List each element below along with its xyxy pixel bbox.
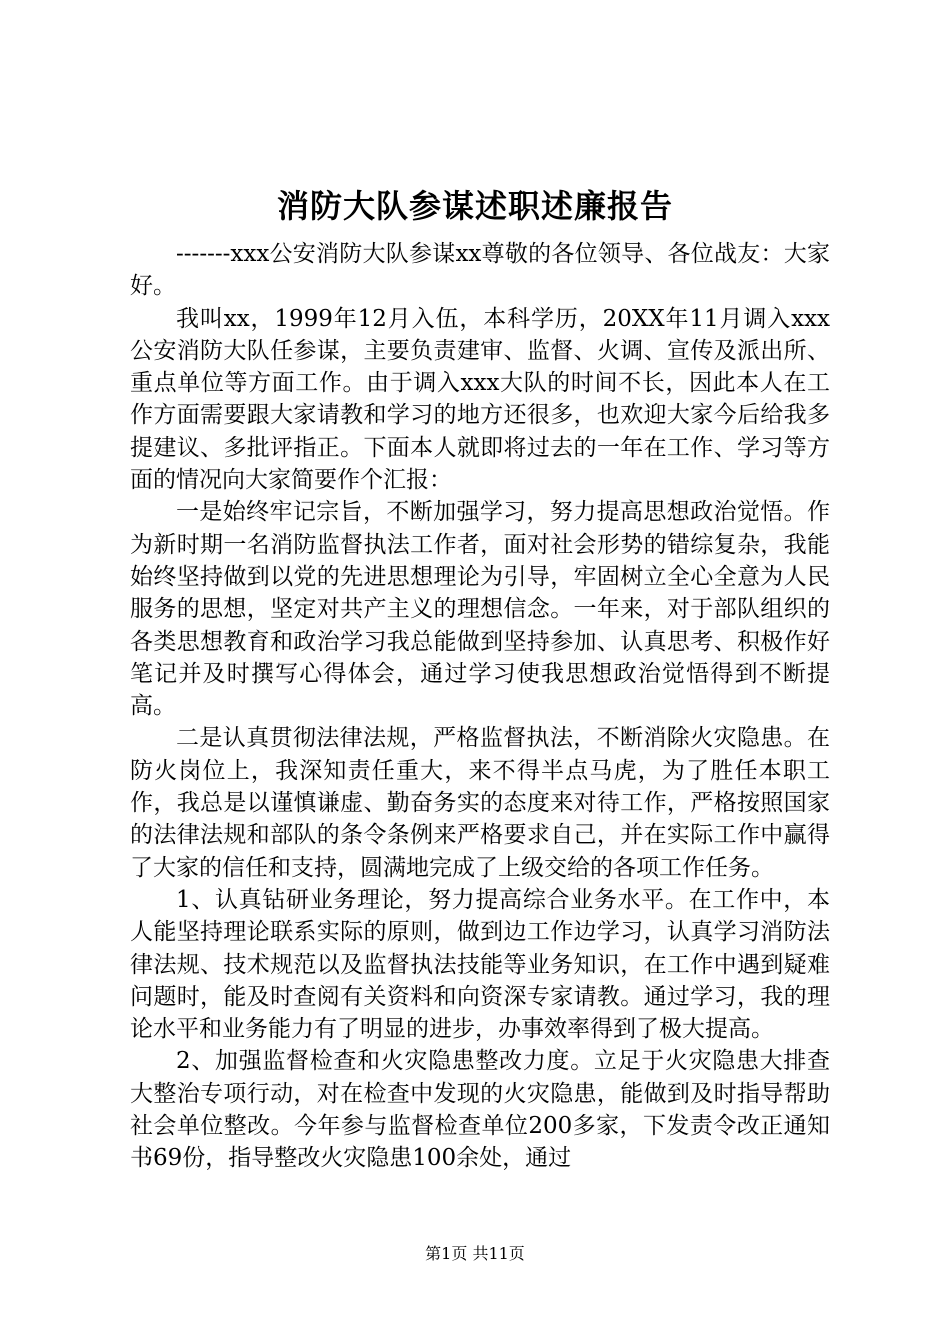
paragraph-greeting: -------xxx公安消防大队参谋xx尊敬的各位领导、各位战友：大家好。 — [130, 241, 830, 300]
document-body — [130, 238, 830, 1175]
document-title: 消防大队参谋述职述廉报告 — [276, 187, 673, 225]
paragraph-item-two: 2、加强监督检查和火灾隐患整改力度。立足于火灾隐患大排查大整治专项行动，对在检查中发现的火灾隐患，能做到及时指导帮助社会单位整改。今年参与监督检查单位200多家，下发责令改正通知书69份，指导整改火灾隐患100余处，通过 — [130, 1048, 830, 1172]
page-number-footer: 第1页 共11页 — [425, 1244, 525, 1263]
paragraph-point-one: 一是始终牢记宗旨，不断加强学习，努力提高思想政治觉悟。作为新时期一名消防监督执法工作者，面对社会形势的错综复杂，我能始终坚持做到以党的先进思想理论为引导，牢固树立全心全意为人民服务的思想，坚定对共产主义的理想信念。一年来，对于部队组织的各类思想教育和政治学习我总能做到坚持参加、认真思考、积极作好笔记并及时撰写心得体会，通过学习使我思想政治觉悟得到不断提高。 — [130, 499, 830, 720]
paragraph-item-one: 1、认真钻研业务理论，努力提高综合业务水平。在工作中，本人能坚持理论联系实际的原则，做到边工作边学习，认真学习消防法律法规、技术规范以及监督执法技能等业务知识，在工作中遇到疑难问题时，能及时查阅有关资料和向资深专家请教。通过学习，我的理论水平和业务能力有了明显的进步，办事效率得到了极大提高。 — [130, 886, 830, 1043]
paragraph-point-two: 二是认真贯彻法律法规，严格监督执法，不断消除火灾隐患。在防火岗位上，我深知责任重大，来不得半点马虎，为了胜任本职工作，我总是以谨慎谦虚、勤奋务实的态度来对待工作，严格按照国家的法律法规和部队的条令条例来严格要求自己，并在实际工作中赢得了大家的信任和支持，圆满地完成了上级交给的各项工作任务。 — [130, 725, 830, 881]
paragraph-introduction: 我叫xx，1999年12月入伍，本科学历，20XX年11月调入xxx公安消防大队任参谋，主要负责建审、监督、火调、宣传及派出所、重点单位等方面工作。由于调入xxx大队的时间不长，因此本人在工作方面需要跟大家请教和学习的地方还很多，也欢迎大家今后给我多提建议、多批评指正。下面本人就即将过去的一年在工作、学习等方面的情况向大家简要作个汇报： — [130, 305, 830, 494]
